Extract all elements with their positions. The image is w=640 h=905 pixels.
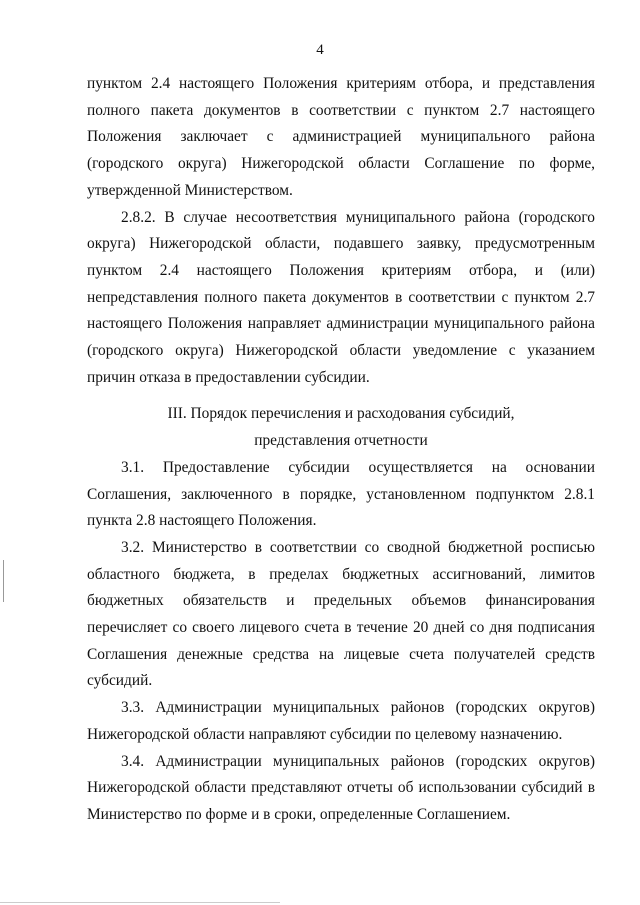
- paragraph-continuation: пунктом 2.4 настоящего Положения критериям отбора, и представления полного пакета документов в соответствии с пунктом 2.7 настоящего Положения заключает с администрацией муниципального района (городского округа) Нижегородской области Соглашение по форме, утвержденной Министерством.: [87, 75, 595, 199]
- paragraph-2-8-2: 2.8.2. В случае несоответствия муниципального района (городского округа) Нижегородской области, подавшего заявку, предусмотренным пунктом 2.4 настоящего Положения критериям отбора, и (или) непредставления полного пакета документов в соответствии с пунктом 2.7 настоящего Положения направляет администрации муниципального района (городского округа) Нижегородской области уведомление с указанием причин отказа в предоставлении субсидии.: [87, 208, 595, 386]
- document-body: [87, 71, 595, 829]
- scan-artifact-bottom: [0, 902, 280, 903]
- section-heading: [87, 401, 595, 454]
- section-heading-line-2: представления отчетности: [254, 432, 428, 450]
- scan-artifact-left: [3, 560, 4, 602]
- page-number: 4: [316, 42, 324, 58]
- paragraph-3-2: 3.2. Министерство в соответствии со сводной бюджетной росписью областного бюджета, в пределах бюджетных ассигнований, лимитов бюджетных обязательств и предельных объемов финансирования перечисляет со своего лицевого счета в течение 20 дней со дня подписания Соглашения денежные средства на лицевые счета получателей средств субсидий.: [87, 538, 595, 690]
- paragraph-3-1: 3.1. Предоставление субсидии осуществляется на основании Соглашения, заключенного в порядке, установленном подпунктом 2.8.1 пункта 2.8 настоящего Положения.: [87, 458, 595, 530]
- section-heading-line-1: III. Порядок перечисления и расходования субсидий,: [167, 405, 515, 423]
- paragraph-3-4: 3.4. Администрации муниципальных районов (городских округов) Нижегородской области представляют отчеты об использовании субсидий в Министерство по форме и в сроки, определенные Соглашением.: [87, 752, 595, 823]
- paragraph-3-3: 3.3. Администрации муниципальных районов (городских округов) Нижегородской области направляют субсидии по целевому назначению.: [87, 699, 595, 743]
